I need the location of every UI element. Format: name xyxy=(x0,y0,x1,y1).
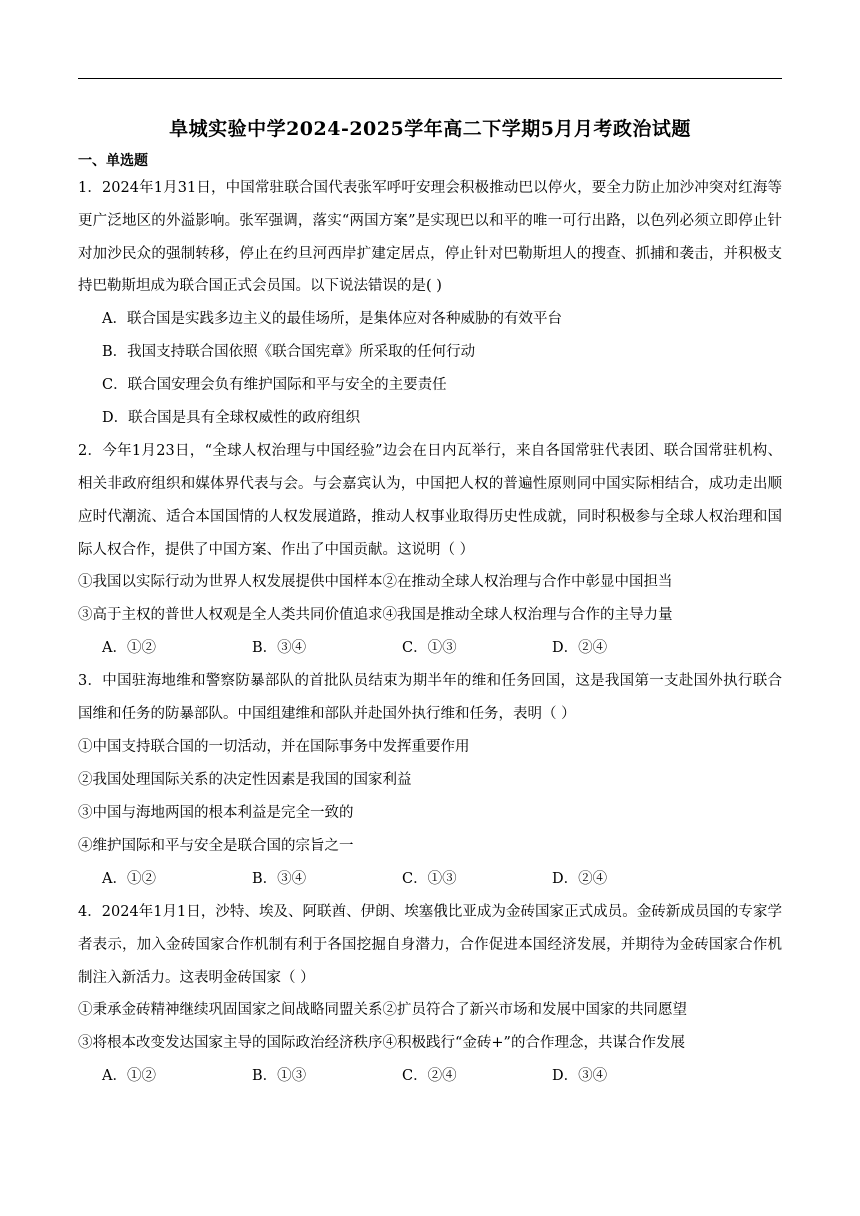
option-a: A．联合国是实践多边主义的最佳场所，是集体应对各种威胁的有效平台 xyxy=(102,311,562,328)
statement-line: ①秉承金砖精神继续巩固国家之间战略同盟关系②扩员符合了新兴市场和发展中国家的共同愿望 xyxy=(78,1002,687,1019)
choice-a: A．①② xyxy=(102,640,156,657)
page-title: 阜城实验中学2024-2025学年高二下学期5月月考政治试题 xyxy=(169,118,691,140)
header-rule xyxy=(78,78,782,79)
choice-d: D．③④ xyxy=(552,1068,608,1085)
choice-row xyxy=(78,632,782,665)
choice-c: C．①③ xyxy=(402,640,457,657)
statement-line: ①中国支持联合国的一切活动，并在国际事务中发挥重要作用 xyxy=(78,738,470,755)
question-stem: 4．2024年1月1日，沙特、埃及、阿联酋、伊朗、埃塞俄比亚成为金砖国家正式成员。金砖新成员国的专家学者表示，加入金砖国家合作机制有利于各国挖掘自身潜力，合作促进本国经济发展，并期待为金砖国家合作机制注入新活力。这表明金砖国家（ ） xyxy=(78,903,782,986)
question-stem: 1．2024年1月31日，中国常驻联合国代表张军呼吁安理会积极推动巴以停火，要全力防止加沙冲突对红海等更广泛地区的外溢影响。张军强调，落实“两国方案”是实现巴以和平的唯一可行出路，以色列必须立即停止针对加沙民众的强制转移，停止在约旦河西岸扩建定居点，停止针对巴勒斯坦人的搜查、抓捕和袭击，并积极支持巴勒斯坦成为联合国正式会员国。以下说法错误的是( ) xyxy=(78,180,782,295)
option-c: C．联合国安理会负有维护国际和平与安全的主要责任 xyxy=(102,377,447,394)
choice-row xyxy=(78,1060,782,1093)
question-2 xyxy=(78,435,782,665)
option-b: B．我国支持联合国依照《联合国宪章》所采取的任何行动 xyxy=(102,344,476,361)
statement-line: ③中国与海地两国的根本利益是完全一致的 xyxy=(78,804,354,821)
question-stem: 2．今年1月23日，“全球人权治理与中国经验”边会在日内瓦举行，来自各国常驻代表团、联合国常驻机构、相关非政府组织和媒体界代表与会。与会嘉宾认为，中国把人权的普遍性原则同中国实际相结合，成功走出顺应时代潮流、适合本国国情的人权发展道路，推动人权事业取得历史性成就，同时积极参与全球人权治理和国际人权合作，提供了中国方案、作出了中国贡献。这说明（ ） xyxy=(78,443,782,558)
statement-line: ④维护国际和平与安全是联合国的宗旨之一 xyxy=(78,837,354,854)
choice-c: C．②④ xyxy=(402,1068,457,1085)
choice-d: D．②④ xyxy=(552,870,608,887)
option-d: D．联合国是具有全球权威性的政府组织 xyxy=(102,410,361,427)
choice-a: A．①② xyxy=(102,1068,156,1085)
question-1 xyxy=(78,172,782,435)
question-stem: 3．中国驻海地维和警察防暴部队的首批队员结束为期半年的维和任务回国，这是我国第一支赴国外执行联合国维和任务的防暴部队。中国组建维和部队并赴国外执行维和任务，表明（ ） xyxy=(78,673,782,723)
statement-line: ②我国处理国际关系的决定性因素是我国的国家利益 xyxy=(78,771,412,788)
choice-a: A．①② xyxy=(102,870,156,887)
statement-line: ③高于主权的普世人权观是全人类共同价值追求④我国是推动全球人权治理与合作的主导力量 xyxy=(78,607,673,624)
question-list xyxy=(78,172,782,1093)
choice-row xyxy=(78,863,782,896)
question-4 xyxy=(78,896,782,1093)
statement-line: ①我国以实际行动为世界人权发展提供中国样本②在推动全球人权治理与合作中彰显中国担当 xyxy=(78,574,673,591)
choice-c: C．①③ xyxy=(402,870,457,887)
choice-b: B．③④ xyxy=(252,870,307,887)
statement-line: ③将根本改变发达国家主导的国际政治经济秩序④积极践行“金砖+”的合作理念，共谋合作发展 xyxy=(78,1035,685,1052)
choice-d: D．②④ xyxy=(552,640,608,657)
choice-b: B．③④ xyxy=(252,640,307,657)
section-heading: 一、单选题 xyxy=(78,153,148,169)
question-3 xyxy=(78,665,782,896)
choice-b: B．①③ xyxy=(252,1068,307,1085)
